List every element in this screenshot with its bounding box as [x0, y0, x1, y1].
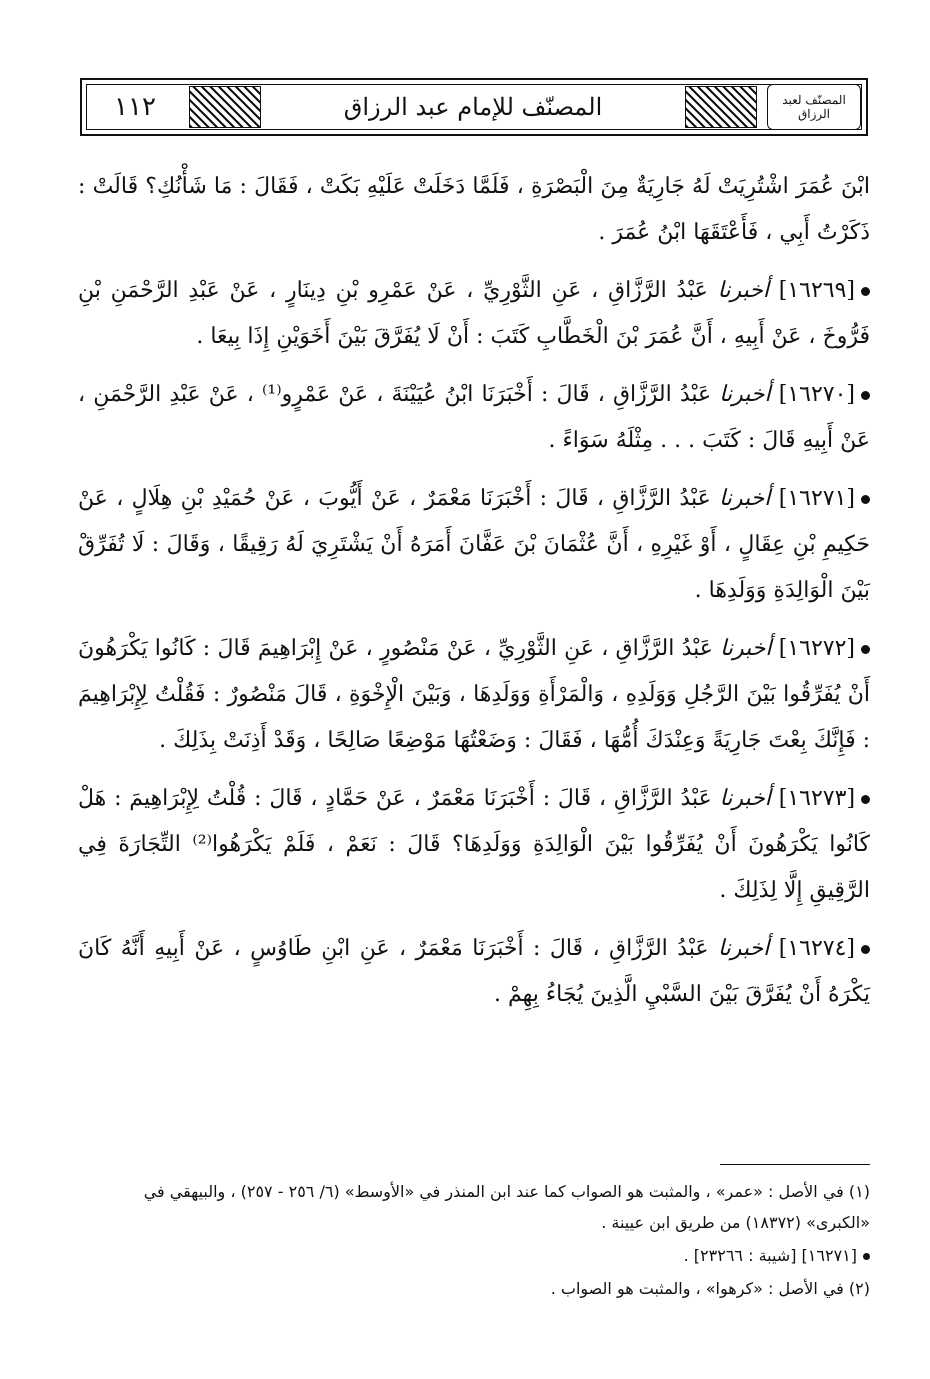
hadith-opening: أخبرنا — [717, 278, 769, 303]
hadith-number: [١٦٢٧١] — [778, 486, 856, 511]
bullet-icon — [861, 795, 870, 804]
footnote-reference — [80, 1240, 870, 1271]
footnote-2: (٢) في الأصل : «كرهوا» ، والمثبت هو الصواب . — [550, 1279, 870, 1298]
hadith-text: عَبْدُ الرَّزَّاقِ ، قَالَ : أَخْبَرَنَا مَعْمَرٌ ، عَنْ أَيُّوبَ ، عَنْ حُمَيْدِ بْنِ هِلَالٍ ، عَنْ حَكِيمِ بْنِ عِقَالٍ ، أَوْ غَيْرِهِ ، أَنَّ عُثْمَانَ بْنَ عَفَّانَ أَمَرَهُ أَنْ يَشْتَرِيَ لَهُ رَقِيقًا ، وَقَالَ : لَا تُفَرِّقْ بَيْنَ الْوَالِدَةِ وَوَلَدِهَا . — [78, 486, 870, 603]
book-emblem: المصنّف لعبد الرزاق — [767, 84, 861, 130]
intro-line-2: قَالَتْ : ذَكَرْتُ أَبِي ، فَأَعْتَقَهَا ابْنُ عُمَرَ . — [78, 174, 870, 245]
hadith-16271 — [78, 476, 870, 614]
ornament-left-icon — [685, 86, 757, 128]
footnote-separator — [720, 1164, 870, 1165]
hadith-16273 — [78, 776, 870, 914]
hadith-16270 — [78, 372, 870, 464]
page-header — [80, 78, 868, 136]
bullet-icon — [861, 391, 870, 400]
bullet-icon — [861, 495, 870, 504]
hadith-16272 — [78, 626, 870, 764]
hadith-text: عَبْدُ الرَّزَّاقِ ، عَنِ الثَّوْرِيِّ ، عَنْ عَمْرِو بْنِ دِينَارٍ ، عَنْ عَبْدِ الرَّحْمَنِ بْنِ فَرُّوخَ ، عَنْ أَبِيهِ ، أَنَّ عُمَرَ بْنَ الْخَطَّابِ كَتَبَ : أَنْ لَا يُفَرَّقَ بَيْنَ أَخَوَيْنِ إِذَا بِيعَا . — [78, 278, 870, 349]
ornament-right-icon — [189, 86, 261, 128]
main-text — [78, 164, 870, 1030]
hadith-text: عَبْدُ الرَّزَّاقِ ، قَالَ : أَخْبَرَنَا ابْنُ عُيَيْنَةَ ، عَنْ عَمْرٍو⁽¹⁾ ، عَنْ عَبْدِ الرَّحْمَنِ ، عَنْ أَبِيهِ قَالَ : كَتَبَ . . . مِثْلَهُ سَوَاءً . — [78, 382, 870, 453]
hadith-opening: أخبرنا — [717, 936, 770, 961]
bullet-icon — [861, 287, 870, 296]
hadith-16269 — [78, 268, 870, 360]
hadith-text: عَبْدُ الرَّزَّاقِ ، عَنِ الثَّوْرِيِّ ، عَنْ مَنْصُورٍ ، عَنْ إِبْرَاهِيمَ قَالَ : كَانُوا يَكْرَهُونَ أَنْ يُفَرِّقُوا بَيْنَ الرَّجُلِ وَوَلَدِهِ ، وَالْمَرْأَةِ وَوَلَدِهَا ، وَبَيْنَ الْإِخْوَةِ ، قَالَ مَنْصُورٌ : فَقُلْتُ لِإِبْرَاهِيمَ : فَإِنَّكَ بِعْتَ جَارِيَةً وَعِنْدَكَ أُمُّهَا ، فَقَالَ : وَضَعْتُهَا مَوْضِعًا صَالِحًا ، وَقَدْ أَذِنَتْ بِذَلِكَ . — [78, 636, 870, 753]
footnote-1: (١) في الأصل : «عمر» ، والمثبت هو الصواب كما عند ابن المنذر في «الأوسط» (٦/ ٢٥٦ - ٢٥٧) ، والبيهقي في «الكبرى» (١٨٣٧٢) من طريق ابن عيينة . — [143, 1182, 870, 1232]
bullet-icon — [861, 645, 870, 654]
bullet-icon — [863, 1253, 870, 1260]
header-inner-border — [86, 84, 862, 130]
hadith-opening: أخبرنا — [719, 382, 771, 407]
hadith-number: [١٦٢٧٤] — [778, 936, 855, 961]
footnote-reference-text: [١٦٢٧١] [شيبة : ٢٣٢٦٦] . — [683, 1246, 857, 1265]
hadith-text: عَبْدُ الرَّزَّاقِ ، قَالَ : أَخْبَرَنَا مَعْمَرٌ ، عَنْ حَمَّادٍ ، قَالَ : قُلْتُ لِإِبْرَاهِيمَ : هَلْ كَانُوا يَكْرَهُونَ أَنْ يُفَرِّقُوا بَيْنَ الْوَالِدَةِ وَوَلَدِهَا؟ قَالَ : نَعَمْ ، فَلَمْ يَكْرَهُوا⁽²⁾ التِّجَارَةَ فِي الرَّقِيقِ إِلَّا لِذَلِكَ . — [78, 786, 870, 903]
bullet-icon — [861, 945, 870, 954]
hadith-16274 — [78, 926, 870, 1018]
hadith-opening: أخبرنا — [719, 786, 771, 811]
hadith-number: [١٦٢٦٩] — [778, 278, 855, 303]
hadith-text: عَبْدُ الرَّزَّاقِ ، قَالَ : أَخْبَرَنَا مَعْمَرٌ ، عَنِ ابْنِ طَاوُسٍ ، عَنْ أَبِيهِ أَنَّهُ كَانَ يَكْرَهُ أَنْ يُفَرَّقَ بَيْنَ السَّبْيِ الَّذِينَ يُجَاءُ بِهِمْ . — [78, 936, 870, 1007]
hadith-opening: أخبرنا — [719, 486, 771, 511]
intro-paragraph — [78, 164, 870, 256]
page-number: ١١٢ — [114, 92, 156, 122]
intro-line-1: ابْنَ عُمَرَ اشْتُرِيَتْ لَهُ جَارِيَةٌ مِنَ الْبَصْرَةِ ، فَلَمَّا دَخَلَتْ عَلَيْهِ بَكَتْ ، فَقَالَ : مَا شَأْنُكِ؟ — [145, 174, 871, 199]
hadith-opening: أخبرنا — [720, 636, 772, 661]
hadith-number: [١٦٢٧٢] — [778, 636, 855, 661]
footnotes — [80, 1176, 870, 1306]
hadith-number: [١٦٢٧٠] — [778, 382, 855, 407]
running-title: المصنّف للإمام عبد الرزاق — [343, 93, 603, 121]
hadith-number: [١٦٢٧٣] — [778, 786, 856, 811]
